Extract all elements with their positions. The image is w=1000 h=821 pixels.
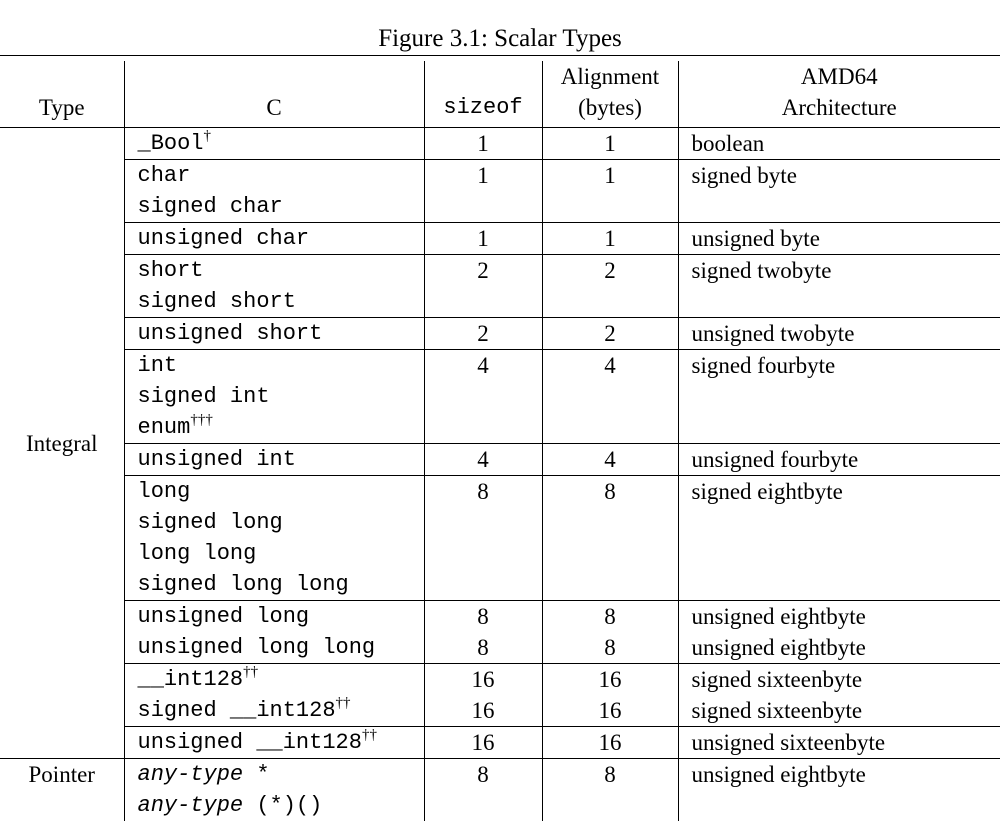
header-alignment-line1: Alignment xyxy=(543,61,678,92)
c-type-cell: unsigned __int128†† xyxy=(124,727,424,759)
c-type-cell: unsigned int xyxy=(124,444,424,476)
architecture-cell: boolean xyxy=(678,128,1000,160)
sizeof-cell: 16 16 xyxy=(424,664,542,727)
table-row xyxy=(0,350,1000,444)
c-type-cell: char signed char xyxy=(124,160,424,223)
sizeof-cell: 1 xyxy=(424,160,542,223)
sizeof-cell: 2 xyxy=(424,318,542,350)
table-row xyxy=(0,255,1000,318)
alignment-cell: 1 xyxy=(542,223,678,255)
header-arch-line2: Architecture xyxy=(679,92,1000,123)
architecture-cell: unsigned byte xyxy=(678,223,1000,255)
double-dagger-footnote: †† xyxy=(243,664,258,680)
header-c: C xyxy=(124,61,424,128)
table-row xyxy=(0,160,1000,223)
alignment-cell: 1 xyxy=(542,128,678,160)
architecture-cell: unsigned sixteenbyte xyxy=(678,727,1000,759)
header-alignment-line2: (bytes) xyxy=(543,92,678,123)
table-row xyxy=(0,601,1000,664)
alignment-cell: 1 xyxy=(542,160,678,223)
sizeof-cell: 8 xyxy=(424,476,542,601)
double-dagger-footnote: †† xyxy=(336,695,351,711)
alignment-cell: 8 xyxy=(542,759,678,821)
alignment-cell: 2 xyxy=(542,255,678,318)
architecture-cell: unsigned fourbyte xyxy=(678,444,1000,476)
sizeof-cell: 4 xyxy=(424,350,542,444)
c-type-cell: __int128†† signed __int128†† xyxy=(124,664,424,727)
architecture-cell: signed sixteenbyte signed sixteenbyte xyxy=(678,664,1000,727)
c-type-cell: any-type * any-type (*)() xyxy=(124,759,424,821)
header-type: Type xyxy=(0,61,124,128)
scalar-types-table xyxy=(0,61,1000,821)
table-row xyxy=(0,727,1000,759)
alignment-cell: 16 xyxy=(542,727,678,759)
sizeof-cell: 1 xyxy=(424,128,542,160)
figure-caption: Figure 3.1: Scalar Types xyxy=(0,24,1000,54)
alignment-cell: 4 xyxy=(542,350,678,444)
architecture-cell: signed fourbyte xyxy=(678,350,1000,444)
c-type-cell: long signed long long long signed long long xyxy=(124,476,424,601)
triple-dagger-footnote: ††† xyxy=(190,412,213,428)
architecture-cell: unsigned eightbyte unsigned eightbyte xyxy=(678,601,1000,664)
c-type-cell: unsigned short xyxy=(124,318,424,350)
double-dagger-footnote: †† xyxy=(362,727,377,743)
sizeof-cell: 2 xyxy=(424,255,542,318)
architecture-cell: signed twobyte xyxy=(678,255,1000,318)
dagger-footnote: † xyxy=(204,128,212,144)
table-row xyxy=(0,318,1000,350)
group-pointer: Pointer xyxy=(0,759,124,821)
c-type-cell: unsigned char xyxy=(124,223,424,255)
alignment-cell: 8 8 xyxy=(542,601,678,664)
architecture-cell: unsigned twobyte xyxy=(678,318,1000,350)
table-row xyxy=(0,223,1000,255)
sizeof-cell: 8 8 xyxy=(424,601,542,664)
c-type-cell: short signed short xyxy=(124,255,424,318)
alignment-cell: 4 xyxy=(542,444,678,476)
alignment-cell: 2 xyxy=(542,318,678,350)
c-type-cell: _Bool† xyxy=(124,128,424,160)
table-row xyxy=(0,476,1000,601)
architecture-cell: unsigned eightbyte xyxy=(678,759,1000,821)
sizeof-cell: 8 xyxy=(424,759,542,821)
sizeof-cell: 16 xyxy=(424,727,542,759)
alignment-cell: 16 16 xyxy=(542,664,678,727)
header-arch-line1: AMD64 xyxy=(679,61,1000,92)
table-row xyxy=(0,128,1000,160)
sizeof-cell: 4 xyxy=(424,444,542,476)
header-sizeof: sizeof xyxy=(424,61,542,128)
c-type-cell: unsigned long unsigned long long xyxy=(124,601,424,664)
alignment-cell: 8 xyxy=(542,476,678,601)
header-alignment xyxy=(542,61,678,128)
group-integral: Integral xyxy=(0,128,124,759)
architecture-cell: signed byte xyxy=(678,160,1000,223)
table-header-row xyxy=(0,61,1000,128)
c-type-cell: int signed int enum††† xyxy=(124,350,424,444)
table-row xyxy=(0,444,1000,476)
sizeof-cell: 1 xyxy=(424,223,542,255)
architecture-cell: signed eightbyte xyxy=(678,476,1000,601)
header-architecture xyxy=(678,61,1000,128)
table-row xyxy=(0,664,1000,727)
top-rule xyxy=(0,55,1000,56)
